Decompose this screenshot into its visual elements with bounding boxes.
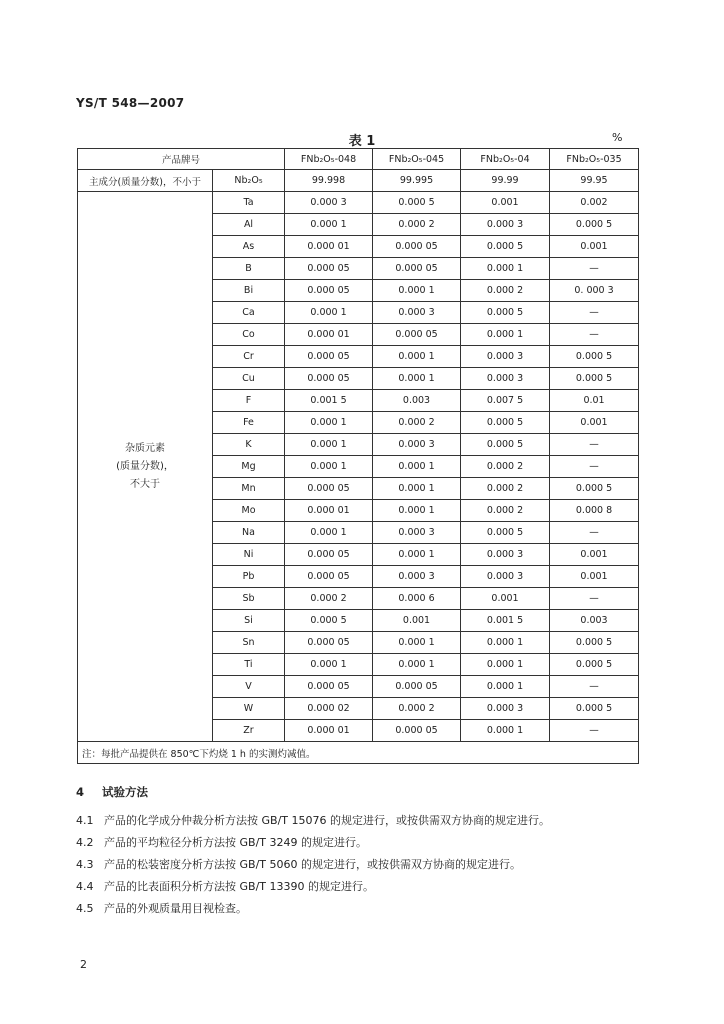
impurity-value: 0.000 01 — [285, 236, 373, 258]
impurity-value: 0.000 02 — [285, 698, 373, 720]
impurity-element: Co — [213, 324, 285, 346]
impurity-value: 0.000 5 — [550, 654, 639, 676]
impurity-value: — — [550, 676, 639, 698]
impurity-element: Sn — [213, 632, 285, 654]
impurity-element: V — [213, 676, 285, 698]
impurity-element: Al — [213, 214, 285, 236]
impurity-value: 0.000 3 — [373, 522, 461, 544]
impurity-element: Pb — [213, 566, 285, 588]
impurity-value: 0.001 — [550, 236, 639, 258]
impurity-value: 0. 000 3 — [550, 280, 639, 302]
clause-text: 产品的比表面积分析方法按 GB/T 13390 的规定进行。 — [104, 880, 374, 893]
impurity-value: 0.000 1 — [373, 632, 461, 654]
impurity-value: 0.000 1 — [461, 258, 550, 280]
impurity-label-line: 不大于 — [130, 478, 160, 490]
impurity-value: 0.000 1 — [285, 302, 373, 324]
impurity-element: Cu — [213, 368, 285, 390]
clause — [76, 834, 367, 850]
impurity-value: 0.000 5 — [285, 610, 373, 632]
impurity-value: 0.000 5 — [461, 412, 550, 434]
impurity-value: 0.000 2 — [373, 214, 461, 236]
clause-number: 4.4 — [76, 880, 94, 893]
section-heading — [76, 784, 148, 800]
impurity-value: 0.000 2 — [461, 478, 550, 500]
impurity-value: 0.000 1 — [373, 280, 461, 302]
impurity-value: — — [550, 456, 639, 478]
main-value: 99.95 — [550, 170, 639, 192]
table-header-row — [78, 149, 639, 170]
impurity-value: 0.000 1 — [461, 654, 550, 676]
impurity-element: Ti — [213, 654, 285, 676]
impurity-value: 0.000 01 — [285, 720, 373, 742]
impurity-value: 0.000 05 — [285, 676, 373, 698]
impurity-element: W — [213, 698, 285, 720]
impurity-value: 0.000 05 — [285, 280, 373, 302]
impurity-value: 0.000 05 — [285, 368, 373, 390]
impurity-value: 0.000 3 — [285, 192, 373, 214]
main-value: 99.99 — [461, 170, 550, 192]
grade-header: FNb₂O₅-045 — [373, 149, 461, 170]
impurity-element: Cr — [213, 346, 285, 368]
impurity-value: 0.000 5 — [461, 302, 550, 324]
clause-text: 产品的平均粒径分析方法按 GB/T 3249 的规定进行。 — [104, 836, 367, 849]
impurity-value: 0.000 05 — [373, 236, 461, 258]
impurity-value: — — [550, 522, 639, 544]
impurity-value: 0.000 5 — [550, 214, 639, 236]
impurity-element: Bi — [213, 280, 285, 302]
impurity-value: 0.000 3 — [461, 698, 550, 720]
impurity-value: 0.000 2 — [461, 500, 550, 522]
impurity-value: 0.000 2 — [285, 588, 373, 610]
main-component-row — [78, 170, 639, 192]
page-number: 2 — [80, 958, 87, 971]
clause-text: 产品的外观质量用目视检查。 — [104, 902, 247, 915]
impurity-value: 0.000 05 — [285, 544, 373, 566]
impurity-value: 0.001 — [461, 192, 550, 214]
impurity-value: 0.000 01 — [285, 500, 373, 522]
impurity-value: 0.000 1 — [461, 720, 550, 742]
impurity-value: 0.001 — [373, 610, 461, 632]
impurity-element: K — [213, 434, 285, 456]
clause-number: 4.5 — [76, 902, 94, 915]
impurity-value: 0.000 3 — [373, 302, 461, 324]
impurity-value: 0.000 2 — [461, 456, 550, 478]
impurity-value: 0.000 1 — [373, 544, 461, 566]
impurity-element: Sb — [213, 588, 285, 610]
impurity-value: 0.000 05 — [373, 676, 461, 698]
impurity-value: 0.000 1 — [373, 500, 461, 522]
impurity-value: 0.000 2 — [373, 412, 461, 434]
impurity-value: 0.000 05 — [373, 720, 461, 742]
impurity-value: 0.001 5 — [461, 610, 550, 632]
clause-number: 4.2 — [76, 836, 94, 849]
grade-header: FNb₂O₅-04 — [461, 149, 550, 170]
impurity-value: 0.000 8 — [550, 500, 639, 522]
main-value: 99.995 — [373, 170, 461, 192]
impurity-value: — — [550, 302, 639, 324]
impurity-value: 0.000 5 — [373, 192, 461, 214]
impurity-value: 0.000 1 — [285, 214, 373, 236]
impurity-value: 0.000 5 — [550, 346, 639, 368]
impurity-element: Ta — [213, 192, 285, 214]
main-value: 99.998 — [285, 170, 373, 192]
impurity-element: Na — [213, 522, 285, 544]
impurity-value: — — [550, 434, 639, 456]
impurity-value: — — [550, 720, 639, 742]
impurity-value: 0.000 1 — [461, 632, 550, 654]
impurity-value: 0.01 — [550, 390, 639, 412]
impurity-value: 0.000 05 — [373, 258, 461, 280]
grade-header: FNb₂O₅-035 — [550, 149, 639, 170]
impurity-value: — — [550, 588, 639, 610]
impurity-value: 0.000 05 — [373, 324, 461, 346]
impurity-element: Ni — [213, 544, 285, 566]
impurity-value: 0.000 1 — [285, 522, 373, 544]
clause — [76, 812, 550, 828]
section-title: 试验方法 — [102, 785, 149, 799]
impurity-value: 0.000 3 — [373, 434, 461, 456]
impurity-value: 0.001 — [550, 412, 639, 434]
impurity-value: 0.000 05 — [285, 478, 373, 500]
impurity-value: 0.000 05 — [285, 566, 373, 588]
impurity-value: — — [550, 324, 639, 346]
impurity-element: Si — [213, 610, 285, 632]
impurity-value: 0.000 3 — [461, 368, 550, 390]
impurity-element: Zr — [213, 720, 285, 742]
impurity-value: 0.003 — [373, 390, 461, 412]
impurity-value: 0.000 3 — [461, 346, 550, 368]
table-note: 注：每批产品提供在 850℃下灼烧 1 h 的实测灼减值。 — [78, 742, 639, 764]
impurity-value: 0.000 05 — [285, 346, 373, 368]
impurity-value: 0.000 2 — [461, 280, 550, 302]
clause-text: 产品的松装密度分析方法按 GB/T 5060 的规定进行，或按供需双方协商的规定进行。 — [104, 858, 521, 871]
impurity-value: 0.000 1 — [285, 434, 373, 456]
impurity-value: 0.000 3 — [461, 544, 550, 566]
impurity-value: 0.000 1 — [373, 346, 461, 368]
impurity-element: As — [213, 236, 285, 258]
impurity-value: 0.000 1 — [461, 676, 550, 698]
impurity-value: 0.000 05 — [285, 258, 373, 280]
impurity-value: 0.000 2 — [373, 698, 461, 720]
impurity-row — [78, 192, 639, 214]
impurity-value: 0.000 05 — [285, 632, 373, 654]
impurity-value: 0.000 1 — [373, 654, 461, 676]
clause-number: 4.3 — [76, 858, 94, 871]
impurity-value: 0.000 1 — [285, 654, 373, 676]
impurity-value: 0.000 1 — [285, 412, 373, 434]
impurity-value: 0.000 5 — [461, 434, 550, 456]
impurity-value: 0.000 5 — [550, 478, 639, 500]
table-title: 表 1 — [348, 134, 376, 149]
impurity-element: B — [213, 258, 285, 280]
impurity-value: 0.000 5 — [461, 522, 550, 544]
impurity-value: 0.000 6 — [373, 588, 461, 610]
impurity-value: 0.000 5 — [550, 632, 639, 654]
impurity-value: — — [550, 258, 639, 280]
note-row — [78, 742, 639, 764]
main-component-label: 主成分(质量分数)，不小于 — [78, 170, 213, 192]
impurity-value: 0.000 01 — [285, 324, 373, 346]
impurity-value: 0.002 — [550, 192, 639, 214]
impurity-value: 0.000 3 — [373, 566, 461, 588]
grade-header: FNb₂O₅-048 — [285, 149, 373, 170]
impurity-element: Ca — [213, 302, 285, 324]
impurity-value: 0.001 — [461, 588, 550, 610]
clause-text: 产品的化学成分仲裁分析方法按 GB/T 15076 的规定进行，或按供需双方协商的规定进行。 — [104, 814, 550, 827]
impurity-value: 0.007 5 — [461, 390, 550, 412]
impurity-value: 0.000 3 — [461, 214, 550, 236]
impurity-value: 0.000 5 — [550, 368, 639, 390]
table-unit: % — [612, 131, 623, 144]
impurity-value: 0.000 1 — [461, 324, 550, 346]
impurity-label — [78, 192, 213, 742]
impurity-element: F — [213, 390, 285, 412]
impurity-element: Fe — [213, 412, 285, 434]
impurity-value: 0.000 3 — [461, 566, 550, 588]
clause — [76, 856, 521, 872]
impurity-label-line: 杂质元素 — [125, 442, 165, 454]
clause — [76, 878, 374, 894]
clause — [76, 900, 247, 916]
document-code: YS/T 548—2007 — [76, 96, 185, 110]
header-product-grade: 产品牌号 — [78, 149, 285, 170]
impurity-value: 0.000 1 — [373, 456, 461, 478]
impurity-label-line: (质量分数)， — [116, 460, 174, 472]
impurity-value: 0.001 5 — [285, 390, 373, 412]
impurity-value: 0.003 — [550, 610, 639, 632]
impurity-value: 0.000 1 — [373, 368, 461, 390]
clause-number: 4.1 — [76, 814, 94, 827]
impurity-value: 0.000 1 — [285, 456, 373, 478]
impurity-element: Mn — [213, 478, 285, 500]
main-component-element: Nb₂O₅ — [213, 170, 285, 192]
impurity-value: 0.000 5 — [461, 236, 550, 258]
impurity-element: Mg — [213, 456, 285, 478]
impurity-value: 0.001 — [550, 566, 639, 588]
impurity-element: Mo — [213, 500, 285, 522]
impurity-value: 0.000 1 — [373, 478, 461, 500]
section-number: 4 — [76, 785, 85, 799]
specification-table — [77, 148, 639, 764]
impurity-value: 0.001 — [550, 544, 639, 566]
impurity-value: 0.000 5 — [550, 698, 639, 720]
